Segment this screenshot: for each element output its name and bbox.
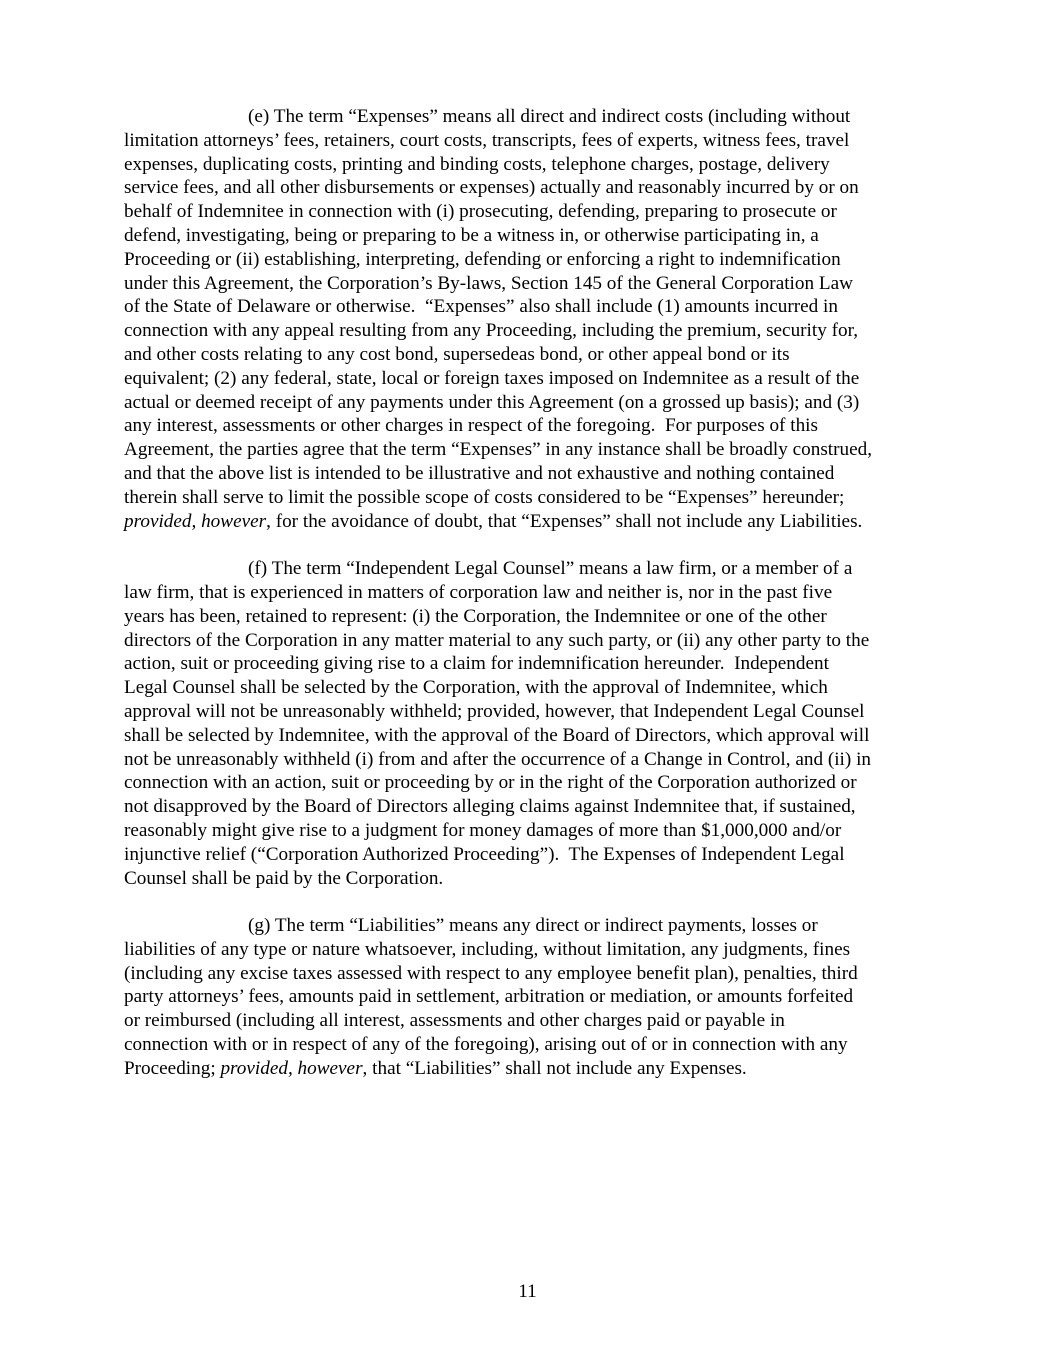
- text-line: shall be selected by Indemnitee, with the approval of the Board of Directors, which approval will: [124, 724, 870, 746]
- text-line: equivalent; (2) any federal, state, local or foreign taxes imposed on Indemnitee as a result of the: [124, 367, 860, 389]
- text-line: reasonably might give rise to a judgment for money damages of more than $1,000,000 and/or: [124, 819, 842, 841]
- text-line: [124, 510, 934, 534]
- text-line: law firm, that is experienced in matters of corporation law and neither is, nor in the past five: [124, 581, 833, 603]
- text-line: connection with or in respect of any of the foregoing), arising out of or in connection with any: [124, 1034, 848, 1056]
- text-line: years has been, retained to represent: (i) the Corporation, the Indemnitee or one of the other: [124, 605, 827, 627]
- text-line: of the State of Delaware or otherwise. “Expenses” also shall include (1) amounts incurred in: [124, 296, 838, 318]
- text-run: , that “Liabilities” shall not include any Expenses.: [362, 1057, 747, 1079]
- text-line: behalf of Indemnitee in connection with (i) prosecuting, defending, preparing to prosecute or: [124, 201, 837, 223]
- paragraph-g-liabilities: [124, 914, 934, 1081]
- text-line: Legal Counsel shall be selected by the Corporation, with the approval of Indemnitee, which: [124, 677, 828, 699]
- text-line: service fees, and all other disbursements or expenses) actually and reasonably incurred by or on: [124, 177, 859, 199]
- text-line: action, suit or proceeding giving rise to a claim for indemnification hereunder. Independent: [124, 653, 829, 675]
- document-page: [124, 105, 934, 1104]
- text-line: party attorneys’ fees, amounts paid in settlement, arbitration or mediation, or amounts forfeited: [124, 986, 854, 1008]
- text-line: therein shall serve to limit the possible scope of costs considered to be “Expenses” hereunder;: [124, 486, 845, 508]
- text-line: injunctive relief (“Corporation Authorized Proceeding”). The Expenses of Independent Legal: [124, 843, 845, 865]
- text-line: and other costs relating to any cost bond, supersedeas bond, or other appeal bond or its: [124, 343, 790, 365]
- text-run: Proceeding;: [124, 1057, 221, 1079]
- text-line: not disapproved by the Board of Directors alleging claims against Indemnitee that, if sustained,: [124, 796, 856, 818]
- text-line: and that the above list is intended to be illustrative and not exhaustive and nothing contained: [124, 462, 835, 484]
- text-line: (f) The term “Independent Legal Counsel” means a law firm, or a member of a: [248, 558, 853, 580]
- text-line: any interest, assessments or other charges in respect of the foregoing. For purposes of this: [124, 415, 818, 437]
- page-number: 11: [518, 1281, 537, 1302]
- text-line: Counsel shall be paid by the Corporation.: [124, 867, 444, 889]
- text-line: defend, investigating, being or preparing to be a witness in, or otherwise participating in, a: [124, 224, 819, 246]
- text-line: connection with an action, suit or proceeding by or in the right of the Corporation authorized or: [124, 772, 857, 794]
- text-line: approval will not be unreasonably withheld; provided, however, that Independent Legal Counsel: [124, 700, 865, 722]
- text-line: connection with any appeal resulting from any Proceeding, including the premium, security for,: [124, 320, 859, 342]
- text-line: or reimbursed (including all interest, assessments and other charges paid or payable in: [124, 1010, 785, 1032]
- italic-proviso: provided, however: [220, 1057, 363, 1079]
- italic-proviso: provided, however: [124, 510, 267, 532]
- text-line: liabilities of any type or nature whatsoever, including, without limitation, any judgments, fines: [124, 938, 851, 960]
- text-line: directors of the Corporation in any matter material to any such party, or (ii) any other party to the: [124, 629, 870, 651]
- text-line: expenses, duplicating costs, printing and binding costs, telephone charges, postage, delivery: [124, 153, 830, 175]
- text-line: (including any excise taxes assessed with respect to any employee benefit plan), penalties, third: [124, 962, 858, 984]
- text-line: Proceeding or (ii) establishing, interpreting, defending or enforcing a right to indemnification: [124, 248, 841, 270]
- text-line: (g) The term “Liabilities” means any direct or indirect payments, losses or: [248, 915, 818, 937]
- text-line: Agreement, the parties agree that the term “Expenses” in any instance shall be broadly construed,: [124, 439, 873, 461]
- text-line: actual or deemed receipt of any payments under this Agreement (on a grossed up basis); and (3): [124, 391, 860, 413]
- text-line: not be unreasonably withheld (i) from and after the occurrence of a Change in Control, and (ii) in: [124, 748, 871, 770]
- paragraph-e-expenses: [124, 105, 934, 533]
- text-line: [124, 1057, 934, 1081]
- text-line: limitation attorneys’ fees, retainers, court costs, transcripts, fees of experts, witness fees, travel: [124, 129, 850, 151]
- paragraph-f-independent-legal-counsel: [124, 557, 934, 890]
- text-line: (e) The term “Expenses” means all direct and indirect costs (including without: [248, 106, 851, 127]
- text-run: , for the avoidance of doubt, that “Expenses” shall not include any Liabilities.: [266, 510, 863, 532]
- text-line: under this Agreement, the Corporation’s By-laws, Section 145 of the General Corporation Law: [124, 272, 853, 294]
